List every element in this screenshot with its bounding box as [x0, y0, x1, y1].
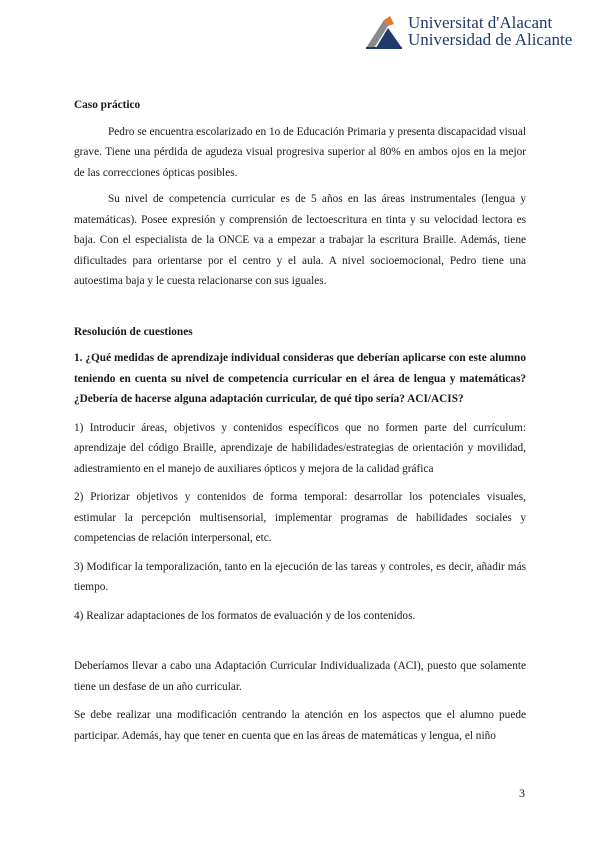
resolution-title: Resolución de cuestiones: [74, 325, 193, 338]
case-title: Caso práctico: [74, 99, 141, 111]
conclusion-paragraph: Se debe realizar una modificación centrando la atención en los aspectos que el alumno puede participar. Además, hay que tener en cuenta que en las áreas de matemáticas y lengua, el niño: [74, 709, 526, 742]
answer-item: 3) Modificar la temporalización, tanto en la ejecución de las tareas y controles, es decir, añadir más tiempo.: [74, 560, 526, 593]
logo-text: [408, 14, 572, 48]
answer-item: 4) Realizar adaptaciones de los formatos de evaluación y de los contenidos.: [74, 609, 416, 622]
answer-item: 1) Introducir áreas, objetivos y contenidos específicos que no formen parte del currículum: aprendizaje del código Braille, aprendizaje de habilidades/estrategias de orientación y movilidad, adiestramiento en el manejo de auxiliares ópticos y mejora de la calidad gráfica: [74, 421, 526, 475]
logo-line-spanish: Universidad de Alicante: [408, 30, 573, 49]
case-paragraph: Pedro se encuentra escolarizado en 1o de Educación Primaria y presenta discapacidad visual grave. Tiene una pérdida de agudeza visual progresiva superior al 80% en ambos ojos en la mejor de las correcciones ópticas posibles.: [74, 125, 526, 179]
case-paragraph: Su nivel de competencia curricular es de 5 años en las áreas instrumentales (lengua y matemáticas). Posee expresión y comprensión de lectoescritura en tinta y su velocidad lectora es baja. Con el especialista de la ONCE va a empezar a trabajar la escritura Braille. Además, tiene dificultades para orientarse por el centro y el aula. A nivel socioemocional, Pedro tiene una autoestima baja y le cuesta relacionarse con sus iguales.: [74, 193, 526, 287]
university-emblem-icon: [364, 14, 404, 50]
question-text: 1. ¿Qué medidas de aprendizaje individual consideras que deberían aplicarse con este alumno teniendo en cuenta su nivel de competencia curricular en el área de lengua y matemáticas? ¿Debería de hacerse alguna adaptación curricular, de qué tipo sería? ACI/ACIS?: [74, 352, 526, 405]
page-number: 3: [519, 786, 525, 800]
logo-line-valencian: Universitat d'Alacant: [408, 13, 553, 32]
university-logo: [364, 12, 584, 56]
answer-item: 2) Priorizar objetivos y contenidos de forma temporal: desarrollar los potenciales visuales, estimular la percepción multisensorial, implementar programas de habilidades sociales y competencias de relación interpersonal, etc.: [74, 491, 526, 544]
conclusion-paragraph: Deberíamos llevar a cabo una Adaptación Curricular Individualizada (ACI), puesto que solamente tiene un desfase de un año curricular.: [74, 660, 526, 693]
document-body: [74, 95, 526, 754]
spacer: [74, 634, 526, 656]
